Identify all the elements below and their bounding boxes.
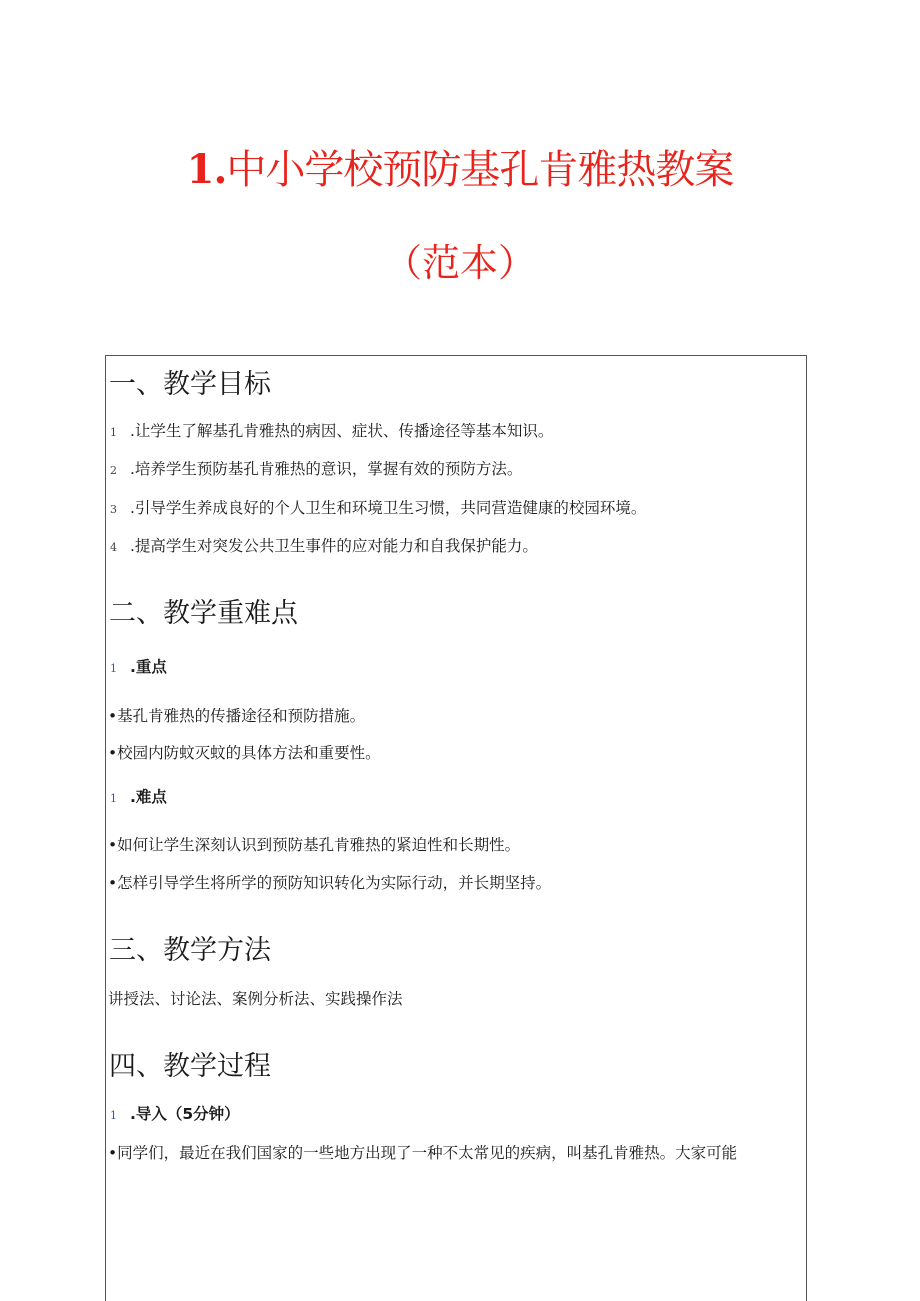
intro-bullet-1: •同学们，最近在我们国家的一些地方出现了一种不太常见的疾病，叫基孔肯雅热。大家可能 xyxy=(108,1144,738,1162)
goal-index: 3 xyxy=(110,503,117,516)
subheading-intro xyxy=(110,1103,240,1127)
goal-item-3 xyxy=(110,497,646,521)
content-box xyxy=(105,355,807,1301)
focus-bullet-1: •基孔肯雅热的传播途径和预防措施。 xyxy=(108,707,366,725)
goal-index: 2 xyxy=(110,464,117,477)
difficulty-bullet-1: •如何让学生深刻认识到预防基孔肯雅热的紧迫性和长期性。 xyxy=(108,836,521,854)
document-subtitle: （范本） xyxy=(383,241,536,285)
goal-index: 1 xyxy=(110,426,117,439)
document-title xyxy=(0,142,920,198)
focus-index: 1 xyxy=(110,662,117,675)
title-main: 中小学校预防基孔肯雅热教案 xyxy=(226,147,734,193)
goal-index: 4 xyxy=(110,541,117,554)
subheading-focus xyxy=(110,656,167,680)
section-heading-keypoints: 二、教学重难点 xyxy=(109,598,298,629)
difficulty-label: .难点 xyxy=(130,788,167,806)
goal-text: .引导学生养成良好的个人卫生和环境卫生习惯，共同营造健康的校园环境。 xyxy=(130,499,647,517)
goal-text: .培养学生预防基孔肯雅热的意识，掌握有效的预防方法。 xyxy=(130,460,523,478)
difficulty-index: 1 xyxy=(110,792,117,805)
focus-bullet-2: •校园内防蚊灭蚊的具体方法和重要性。 xyxy=(108,744,381,762)
section-heading-process: 四、教学过程 xyxy=(109,1051,271,1082)
intro-label: .导入（5分钟） xyxy=(130,1105,240,1123)
goal-item-1 xyxy=(110,420,553,444)
goal-text: .提高学生对突发公共卫生事件的应对能力和自我保护能力。 xyxy=(130,537,538,555)
intro-index: 1 xyxy=(110,1109,117,1122)
difficulty-bullet-2: •怎样引导学生将所学的预防知识转化为实际行动，并长期坚持。 xyxy=(108,874,552,892)
focus-label: .重点 xyxy=(130,658,167,676)
goal-text: .让学生了解基孔肯雅热的病因、症状、传播途径等基本知识。 xyxy=(130,422,554,440)
subheading-difficulty xyxy=(110,786,167,810)
section-heading-methods: 三、教学方法 xyxy=(109,935,271,966)
goal-item-2 xyxy=(110,458,522,482)
section-heading-goals: 一、教学目标 xyxy=(109,369,271,400)
methods-text: 讲授法、讨论法、案例分析法、实践操作法 xyxy=(108,990,403,1008)
goal-item-4 xyxy=(110,535,538,559)
title-number: 1. xyxy=(186,146,227,193)
